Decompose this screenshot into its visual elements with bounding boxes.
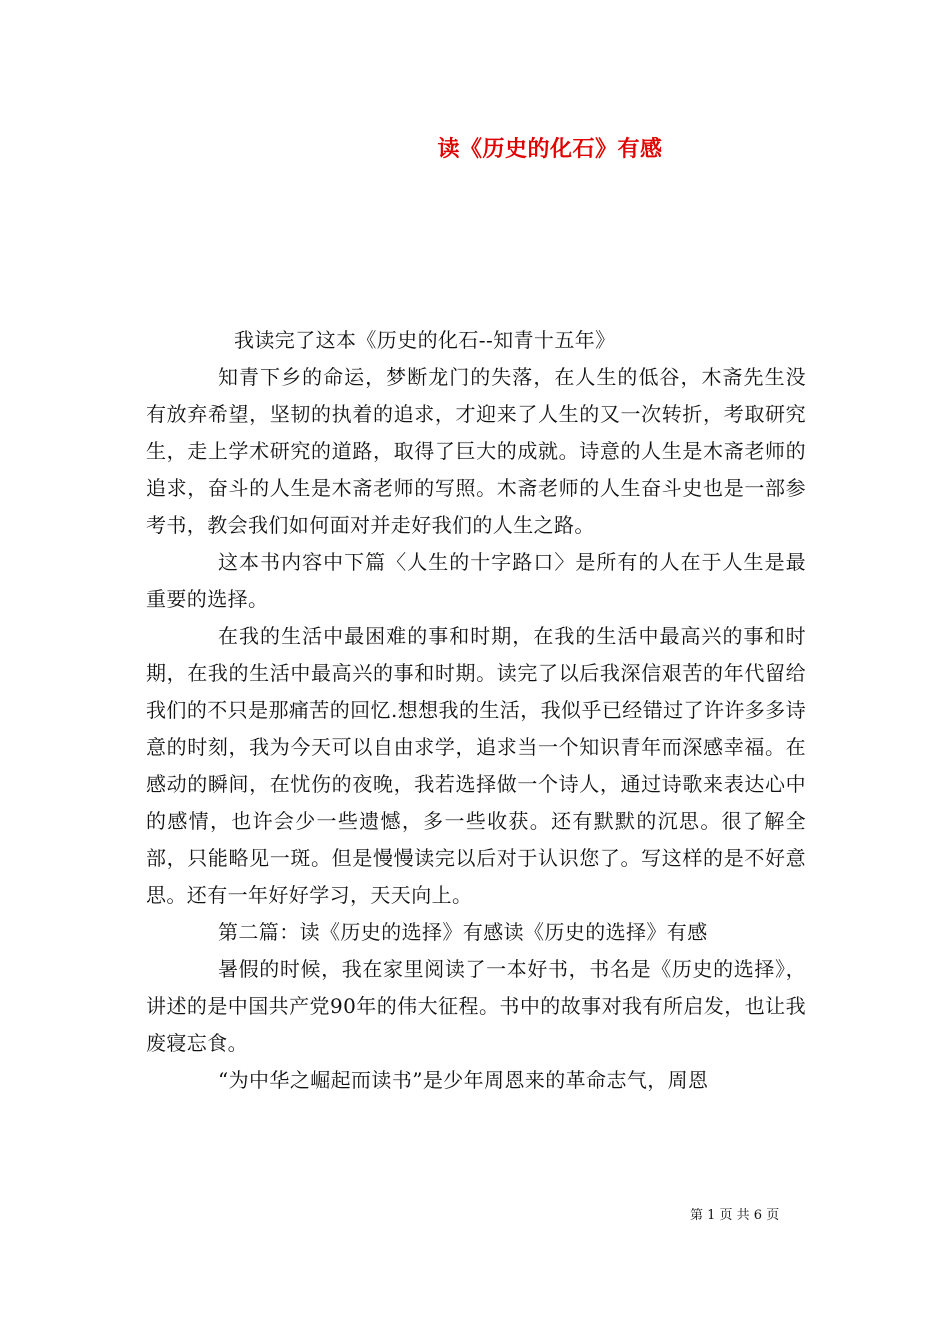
document-title: 读《历史的化石》有感: [437, 136, 663, 162]
paragraph-3: 在我的生活中最困难的事和时期，在我的生活中最高兴的事和时期，在我的生活中最高兴的事和时期。读完了以后我深信艰苦的年代留给我们的不只是那痛苦的回忆.想想我的生活，我似乎已经错过了许许多多诗意的时刻，我为今天可以自由求学，追求当一个知识青年而深感幸福。在感动的瞬间，在忧伤的夜晚，我若选择做一个诗人，通过诗歌来表达心中的感情，也许会少一些遗憾，多一些收获。还有默默的沉思。很了解全部，只能略见一斑。但是慢慢读完以后对于认识您了。写这样的是不好意思。还有一年好好学习，天天向上。: [146, 624, 806, 907]
paragraph-intro: 我读完了这本《历史的化石--知青十五年》: [234, 328, 616, 352]
document-body: [146, 322, 806, 1099]
paragraph-5: 暑假的时候，我在家里阅读了一本好书，书名是《历史的选择》，讲述的是中国共产党90年的伟大征程。书中的故事对我有所启发，也让我废寝忘食。: [146, 957, 806, 1055]
section-heading-second: 第二篇：读《历史的选择》有感读《历史的选择》有感: [218, 920, 708, 944]
paragraph-2: 这本书内容中下篇〈人生的十字路口〉是所有的人在于人生是最重要的选择。: [146, 550, 806, 611]
paragraph-1: 知青下乡的命运，梦断龙门的失落，在人生的低谷，木斋先生没有放弃希望，坚韧的执着的追求，才迎来了人生的又一次转折，考取研究生，走上学术研究的道路，取得了巨大的成就。诗意的人生是木斋老师的追求，奋斗的人生是木斋老师的写照。木斋老师的人生奋斗史也是一部参考书，教会我们如何面对并走好我们的人生之路。: [146, 365, 806, 537]
page-number: 第 1 页 共 6 页: [690, 1208, 780, 1223]
paragraph-6: “为中华之崛起而读书”是少年周恩来的革命志气，周恩: [218, 1068, 709, 1092]
